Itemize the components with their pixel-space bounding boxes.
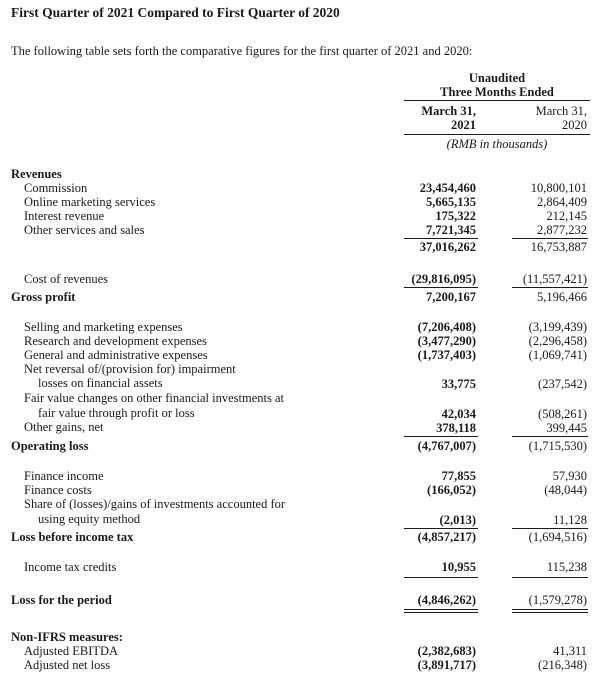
row-label-commission: Commission <box>24 181 88 195</box>
value-2021-fair-value: 42,034 <box>441 407 476 421</box>
value-2020-fair-value: (508,261) <box>538 407 587 421</box>
value-2020-interest-revenue: 212,145 <box>546 209 587 223</box>
header-col-2021-line2: 2021 <box>451 118 476 132</box>
value-2020-operating-loss: (1,715,530) <box>528 439 587 453</box>
row-label-gross-profit: Gross profit <box>11 290 76 304</box>
row-label-selling-marketing: Selling and marketing expenses <box>24 320 183 334</box>
intro-text: The following table sets forth the comparative figures for the first quarter of 2021 and 2020: <box>11 44 473 58</box>
subtotal-rule-2020 <box>512 238 588 239</box>
period-rule-2021 <box>404 577 478 578</box>
gross-rule-2021 <box>404 287 478 288</box>
header-rule <box>404 100 590 101</box>
section-non-ifrs: Non-IFRS measures: <box>11 630 123 644</box>
value-2020-selling-marketing: (3,199,439) <box>528 320 587 334</box>
value-2021-other-services: 7,721,345 <box>426 223 476 237</box>
row-label-online-marketing: Online marketing services <box>24 195 156 209</box>
value-2020-income-tax-credits: 115,238 <box>546 560 587 574</box>
row-label-adjusted-ebitda: Adjusted EBITDA <box>24 644 119 658</box>
header-unaudited: Unaudited <box>468 71 526 85</box>
value-2020-online-marketing: 2,864,409 <box>537 195 587 209</box>
header-period: Three Months Ended <box>440 85 554 99</box>
value-2021-revenue-total: 37,016,262 <box>419 240 476 254</box>
row-label-fair-value: Fair value changes on other financial investments at <box>24 391 284 405</box>
before-tax-rule-2020 <box>512 528 588 529</box>
header-col-2020-line2: 2020 <box>562 118 587 132</box>
row-label-interest-revenue: Interest revenue <box>24 209 105 223</box>
value-2021-interest-revenue: 175,322 <box>435 209 476 223</box>
value-2021-finance-costs: (166,052) <box>427 483 476 497</box>
value-2020-loss-before-tax: (1,694,516) <box>528 530 587 544</box>
row-label-share-of-investments-cont: using equity method <box>38 512 141 526</box>
subtotal-rule-2021 <box>404 238 478 239</box>
value-2020-loss-for-period: (1,579,278) <box>528 593 587 607</box>
value-2021-loss-before-tax: (4,857,217) <box>417 530 476 544</box>
value-2020-adjusted-net-loss: (216,348) <box>538 658 587 672</box>
row-label-fair-value-cont: fair value through profit or loss <box>38 406 195 420</box>
header-rule-2 <box>404 134 590 135</box>
value-2020-share-of-investments: 11,128 <box>553 513 587 527</box>
row-label-general-admin: General and administrative expenses <box>24 348 208 362</box>
section-revenues: Revenues <box>11 167 62 181</box>
value-2021-loss-for-period: (4,846,262) <box>417 593 476 607</box>
value-2020-impairment: (237,542) <box>538 377 587 391</box>
value-2020-other-services: 2,877,232 <box>537 223 587 237</box>
page-title: First Quarter of 2021 Compared to First Quarter of 2020 <box>11 5 340 20</box>
row-label-other-services: Other services and sales <box>24 223 145 237</box>
row-label-impairment: Net reversal of/(provision for) impairment <box>24 362 236 376</box>
value-2021-operating-loss: (4,767,007) <box>417 439 476 453</box>
value-2020-finance-costs: (48,044) <box>544 483 587 497</box>
row-label-impairment-cont: losses on financial assets <box>38 376 163 390</box>
value-2021-gross-profit: 7,200,167 <box>426 290 476 304</box>
value-2021-impairment: 33,775 <box>441 377 476 391</box>
value-2021-share-of-investments: (2,013) <box>439 513 476 527</box>
value-2020-commission: 10,800,101 <box>530 181 587 195</box>
before-tax-rule-2021 <box>404 528 478 529</box>
row-label-finance-income: Finance income <box>24 469 104 483</box>
header-col-2020-line1: March 31, <box>535 104 587 118</box>
row-label-finance-costs: Finance costs <box>24 483 92 497</box>
value-2020-other-gains: 399,445 <box>546 421 587 435</box>
value-2020-general-admin: (1,069,741) <box>528 348 587 362</box>
row-label-other-gains: Other gains, net <box>24 420 104 434</box>
value-2020-gross-profit: 5,196,466 <box>537 290 587 304</box>
value-2021-finance-income: 77,855 <box>441 469 476 483</box>
row-label-loss-for-period: Loss for the period <box>11 593 112 607</box>
value-2021-income-tax-credits: 10,955 <box>441 560 476 574</box>
row-label-research-development: Research and development expenses <box>24 334 207 348</box>
value-2021-online-marketing: 5,665,135 <box>426 195 476 209</box>
row-label-share-of-investments: Share of (losses)/gains of investments accounted for <box>24 497 286 511</box>
row-label-adjusted-net-loss: Adjusted net loss <box>24 658 111 672</box>
value-2021-selling-marketing: (7,206,408) <box>417 320 476 334</box>
value-2020-adjusted-ebitda: 41,311 <box>553 644 587 658</box>
gross-rule-2020 <box>512 287 588 288</box>
value-2020-revenue-total: 16,753,887 <box>530 240 587 254</box>
value-2020-cost-of-revenues: (11,557,421) <box>522 272 587 286</box>
value-2021-research-development: (3,477,290) <box>417 334 476 348</box>
row-label-operating-loss: Operating loss <box>11 439 89 453</box>
value-2021-cost-of-revenues: (29,816,095) <box>411 272 476 286</box>
value-2020-finance-income: 57,930 <box>552 469 587 483</box>
header-unit: (RMB in thousands) <box>446 137 548 151</box>
value-2020-research-development: (2,296,458) <box>528 334 587 348</box>
value-2021-general-admin: (1,737,403) <box>417 348 476 362</box>
period-double-rule-2020 <box>512 609 588 610</box>
operating-rule-2020 <box>512 436 588 437</box>
row-label-loss-before-tax: Loss before income tax <box>11 530 134 544</box>
period-double-rule-2021 <box>404 609 478 610</box>
period-rule-2020 <box>512 577 588 578</box>
operating-rule-2021 <box>404 436 478 437</box>
value-2021-commission: 23,454,460 <box>419 181 476 195</box>
value-2021-adjusted-ebitda: (2,382,683) <box>417 644 476 658</box>
row-label-cost-of-revenues: Cost of revenues <box>24 272 109 286</box>
header-col-2021-line1: March 31, <box>421 104 476 118</box>
value-2021-other-gains: 378,118 <box>436 421 476 435</box>
row-label-income-tax-credits: Income tax credits <box>24 560 117 574</box>
value-2021-adjusted-net-loss: (3,891,717) <box>417 658 476 672</box>
